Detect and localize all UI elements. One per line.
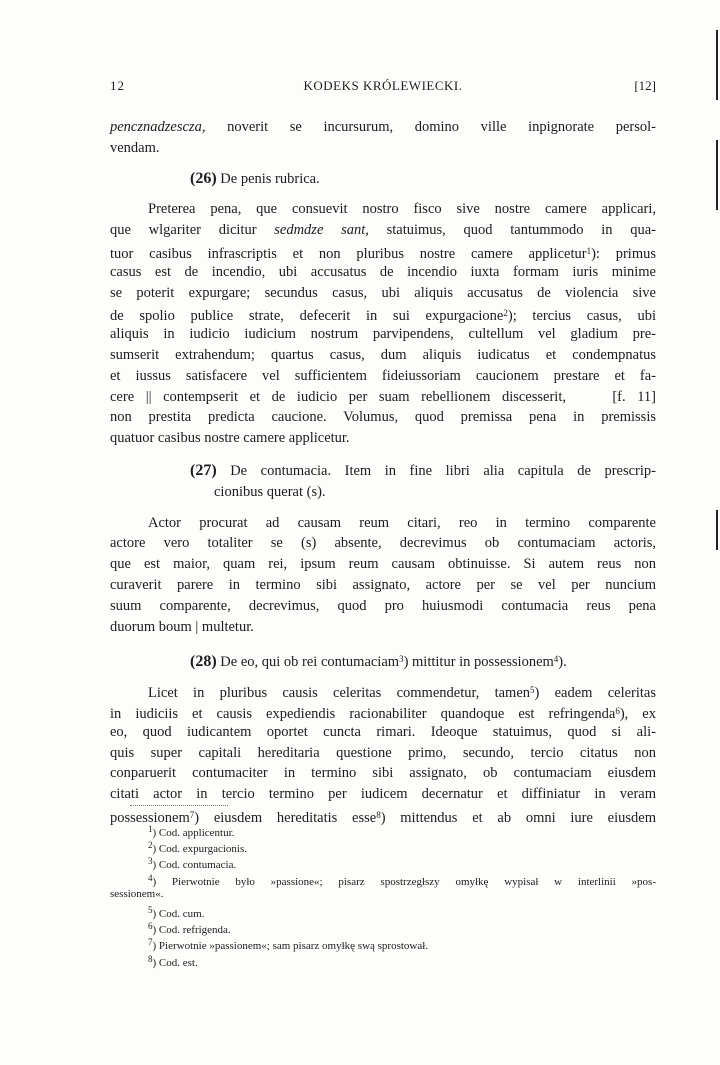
- text-line: [110, 407, 656, 428]
- page-edge-mark: [716, 140, 718, 210]
- text-line: [110, 138, 656, 159]
- text-span: tuor casibus infrascriptis et non pluribus nostre camere applicetur: [110, 245, 587, 262]
- section-title: ).: [558, 654, 567, 671]
- text-line: [110, 241, 656, 262]
- text-span: eo, quod iudicantem oportet cuncta rimari. Ideoque statuimus, quod si ali-: [110, 723, 656, 740]
- text-line: [110, 117, 656, 138]
- footnote-number: 7: [148, 937, 153, 948]
- text-line: [110, 428, 656, 449]
- text-span: quis super capitali hereditaria questione primo, secundo, tercio citatus non: [110, 744, 656, 761]
- text-span: Licet in pluribus causis celeritas commendetur, tamen: [148, 685, 531, 702]
- text-line: [110, 387, 656, 408]
- text-span: Preterea pena, que consuevit nostro fisco sive nostre camere applicari,: [148, 201, 656, 218]
- section-number: (27): [190, 461, 217, 479]
- text-span: ); tercius casus, ubi: [507, 308, 656, 325]
- text-span: ), ex: [619, 705, 656, 722]
- text-span: cere || contempserit et de iudicio per suam rebellionem discesserit, [f. 11]: [110, 388, 656, 405]
- text-span: se poterit expurgare; secundus casus, ubi aliquis accusatus de violencia sive: [110, 284, 656, 301]
- text-span: citati actor in tercio termino per iudicem decernatur et diffiniatur in veram: [110, 786, 656, 803]
- text-line: [110, 701, 656, 722]
- footnote-number: 6: [148, 921, 153, 932]
- footnote: [110, 870, 656, 886]
- text-line: [110, 680, 656, 701]
- text-span: statuimus, quod tantummodo in qua-: [368, 222, 656, 239]
- footnote-text: ) Cod. est.: [152, 956, 198, 969]
- section-title: De contumacia. Item in fine libri alia capitula de prescrip-: [216, 462, 656, 479]
- italic-term: pencznadzescza,: [110, 119, 206, 135]
- section-title: De penis rubrica.: [216, 170, 320, 187]
- footnote-ref: 3: [399, 654, 404, 665]
- footnote-ref: 2: [503, 308, 508, 319]
- footnote-ref: 7: [189, 809, 195, 820]
- footnote-ref: 6: [615, 705, 620, 716]
- footnote: [110, 934, 656, 953]
- footnote-number: 8: [148, 953, 153, 964]
- page-number: 12: [110, 78, 125, 93]
- text-line: [110, 784, 656, 805]
- text-span: que wlgariter dicitur: [110, 222, 275, 239]
- footnote-ref: 8: [376, 809, 381, 820]
- text-line: [110, 617, 656, 638]
- text-span: conparuerit contumaciter in termino sibi assignato, ob contumaciam eiusdem: [110, 765, 656, 782]
- text-span: ): primus: [591, 245, 656, 262]
- text-span: ) mittendus et ab omni iure eiusdem: [380, 809, 656, 826]
- text-span: ) eadem celeritas: [534, 685, 656, 702]
- text-span: possessionem: [110, 809, 190, 826]
- text-span: ) eiusdem hereditatis esse: [194, 809, 377, 826]
- text-line: [110, 324, 656, 345]
- text-span: Actor procurat ad causam reum citari, reo in termino comparente: [148, 514, 656, 531]
- text-line: [110, 722, 656, 743]
- section-heading-27: [110, 461, 656, 482]
- text-line: [110, 596, 656, 617]
- footnote-ref: 1: [586, 245, 592, 256]
- footnote-number: 4: [148, 872, 153, 883]
- text-span: aliquis in iudicio iudicium nostrum parvipendens, cultellum vel gladium pre-: [110, 326, 656, 343]
- footnote: [110, 951, 656, 967]
- footnote-number: 5: [148, 904, 153, 915]
- footnote-separator: [130, 805, 228, 806]
- text-line: [110, 220, 656, 241]
- section-title: cionibus querat (s).: [214, 483, 326, 500]
- text-span: non prestita predicta caucione. Volumus, quod premissa pena in premissis: [110, 409, 656, 426]
- footnote-text: sessionem«.: [110, 887, 164, 900]
- section-heading-27-cont: [110, 482, 656, 503]
- italic-term: sedmdze sant,: [274, 222, 369, 239]
- text-line: [110, 303, 656, 324]
- footnote: [110, 918, 656, 937]
- text-line: [110, 533, 656, 554]
- section-number: (28): [190, 653, 217, 671]
- text-span: noverit se incursurum, domino ville inpignorate persol-: [205, 119, 656, 135]
- footnote-number: 2: [148, 840, 153, 851]
- text-span: curaverit parere in termino sibi assignato, actore per se vel per nuncium: [110, 576, 656, 593]
- text-span: vendam.: [110, 139, 160, 156]
- text-line: [110, 575, 656, 596]
- section-title: ) mittitur in possessionem: [403, 654, 554, 671]
- footnotes: [110, 821, 656, 967]
- text-line: [110, 763, 656, 784]
- footnote-text: ) Pierwotnie »passionem«; sam pisarz omyłkę swą sprostował.: [152, 940, 429, 953]
- text-span: casus est de incendio, ubi accusatus de incendio iuxta formam iuris minime: [110, 263, 656, 280]
- footnote-continuation: [110, 886, 656, 902]
- page-reference: [12]: [634, 78, 656, 93]
- section-title: De eo, qui ob rei contumaciam: [216, 654, 400, 671]
- text-span: duorum boum | multetur.: [110, 618, 254, 635]
- page-edge-mark: [716, 30, 718, 100]
- text-span: actore vero totaliter se (s) absente, decrevimus ob contumaciam actoris,: [110, 535, 656, 552]
- text-span: suum comparente, decrevimus, quod pro huiusmodi contumacia reus pena: [110, 597, 656, 614]
- text-line: [110, 283, 656, 304]
- running-header: [110, 78, 656, 98]
- text-line: [110, 199, 656, 220]
- text-span: et iussus satisfacere vel sufficientem fideiussoriam caucionem prestare et fa-: [110, 367, 656, 384]
- section-number: (26): [190, 169, 217, 187]
- section-heading-28: [110, 649, 656, 670]
- page-edge-mark: [716, 510, 718, 550]
- text-span: quatuor casibus nostre camere applicetur.: [110, 430, 350, 447]
- text-line: [110, 345, 656, 366]
- text-span: in iudiciis et causis expediendis racionabiliter quandoque est refringenda: [110, 705, 616, 722]
- footnote: [110, 853, 656, 872]
- footnote-text: ) Cod. refrigenda.: [152, 924, 231, 937]
- text-span: sumserit extrahendum; quartus casus, dum aliquis iudicatus et condempnatus: [110, 346, 656, 363]
- footnote-text: ) Cod. cum.: [152, 907, 205, 920]
- text-span: que est maior, quam rei, ipsum reum causam obtinuisse. Si autem reus non: [110, 556, 656, 573]
- running-title: KODEKS KRÓLEWIECKI.: [303, 78, 463, 93]
- text-line: [110, 743, 656, 764]
- text-line: [110, 554, 656, 575]
- footnote-text: ) Cod. contumacia.: [152, 859, 237, 872]
- footnote: [110, 821, 656, 837]
- section-heading-26: [110, 169, 656, 190]
- footnote: [110, 837, 656, 856]
- footnote: [110, 902, 656, 918]
- text-line: [110, 513, 656, 534]
- footnote-number: 1: [148, 824, 153, 834]
- footnote-text: ) Pierwotnie było »passione«; pisarz spostrzegłszy omyłkę wypisał w interlinii »pos-: [152, 875, 656, 888]
- footnote-text: ) Cod. applicentur.: [152, 827, 235, 839]
- footnote-ref: 4: [553, 654, 559, 665]
- main-text: [110, 117, 656, 826]
- footnote-text: ) Cod. expurgacionis.: [152, 843, 248, 856]
- footnote-ref: 5: [530, 685, 535, 696]
- text-line: [110, 366, 656, 387]
- footnote-number: 3: [148, 856, 153, 867]
- text-span: de spolio publice strate, defecerit in sui expurgacione: [110, 308, 504, 325]
- text-line: [110, 262, 656, 283]
